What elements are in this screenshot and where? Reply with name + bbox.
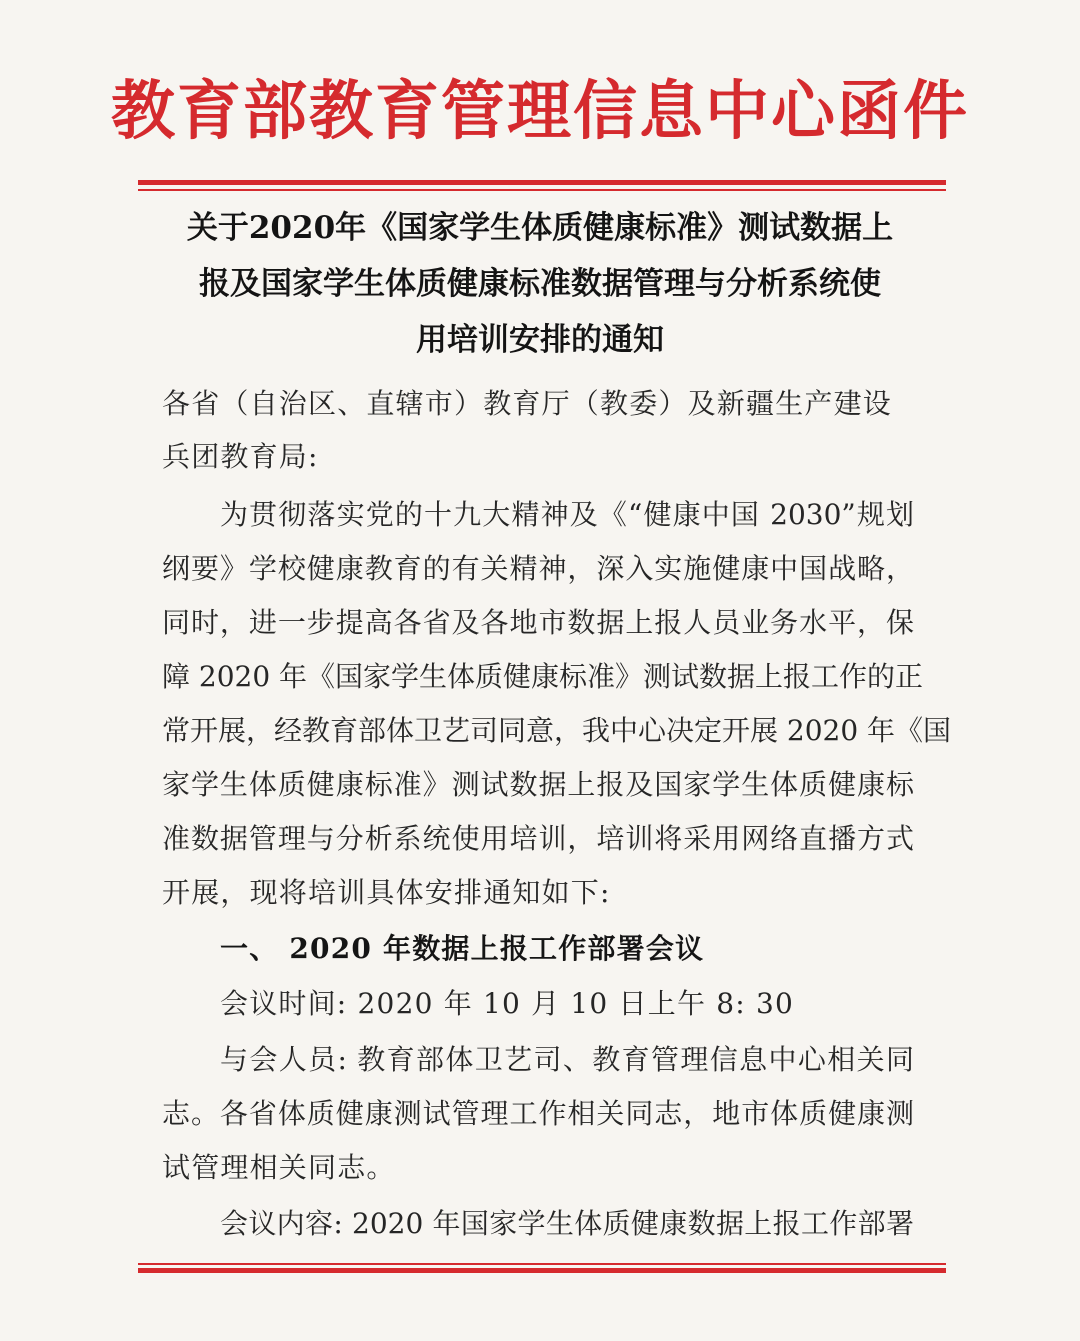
paragraph-line: 为贯彻落实党的十九大精神及《“健康中国 2030”规划	[220, 498, 914, 531]
paragraph-line: 纲要》学校健康教育的有关精神，深入实施健康中国战略，	[162, 552, 914, 585]
letterhead-rule-thin	[138, 189, 946, 191]
notice-title-line: 关于2020年《国家学生体质健康标准》测试数据上	[186, 210, 894, 246]
paragraph-line: 同时，进一步提高各省及各地市数据上报人员业务水平，保	[162, 606, 914, 639]
paragraph-line: 常开展，经教育部体卫艺司同意，我中心决定开展 2020 年《国	[162, 714, 952, 747]
notice-title	[150, 200, 930, 368]
letterhead-rule-thick	[138, 180, 946, 185]
footer-rule-thick	[138, 1268, 946, 1273]
notice-title-line: 报及国家学生体质健康标准数据管理与分析系统使	[199, 266, 881, 302]
paragraph-line: 开展，现将培训具体安排通知如下:	[162, 876, 611, 909]
paragraph-line: 准数据管理与分析系统使用培训，培训将采用网络直播方式	[162, 822, 914, 855]
attendees-line: 志。各省体质健康测试管理工作相关同志，地市体质健康测	[162, 1097, 914, 1130]
attendees-line: 与会人员: 教育部体卫艺司、教育管理信息中心相关同	[220, 1043, 914, 1076]
attendees-line: 试管理相关同志。	[162, 1151, 396, 1184]
salutation-line: 各省（自治区、直辖市）教育厅（教委）及新疆生产建设	[162, 387, 893, 420]
notice-title-line: 用培训安排的通知	[416, 322, 664, 358]
paragraph-line: 障 2020 年《国家学生体质健康标准》测试数据上报工作的正	[162, 660, 924, 693]
section-heading: 一、 2020 年数据上报工作部署会议	[220, 932, 705, 965]
meeting-content: 会议内容: 2020 年国家学生体质健康数据上报工作部署	[220, 1207, 914, 1240]
letterhead-title: 教育部教育管理信息中心函件	[111, 74, 969, 149]
salutation-line: 兵团教育局:	[162, 440, 319, 473]
paragraph-line: 家学生体质健康标准》测试数据上报及国家学生体质健康标	[162, 768, 914, 801]
footer-rule-thin	[138, 1263, 946, 1265]
meeting-time: 会议时间: 2020 年 10 月 10 日上午 8: 30	[220, 987, 795, 1020]
